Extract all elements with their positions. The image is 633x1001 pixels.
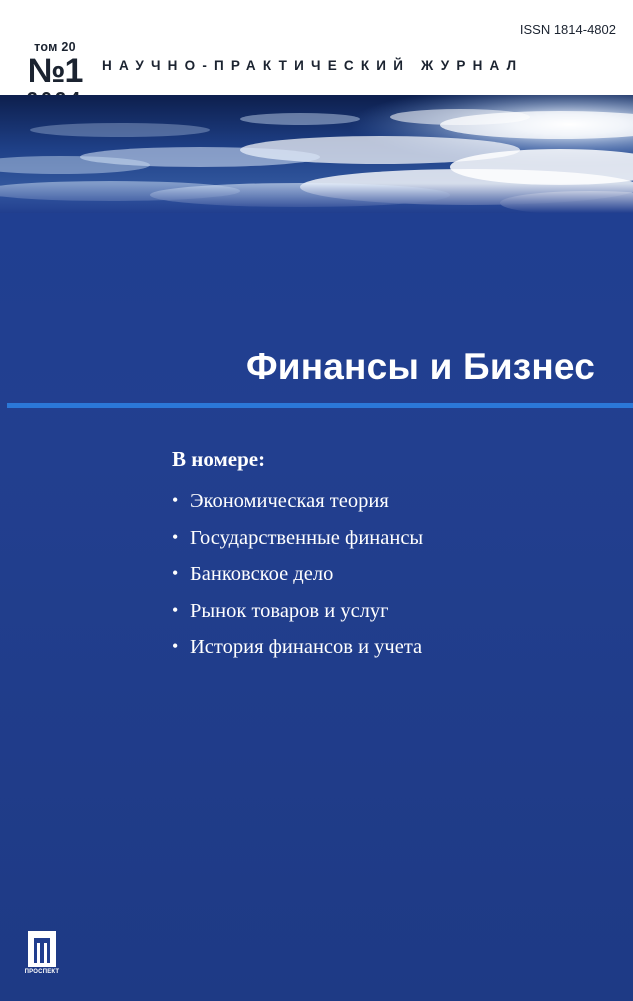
publisher-building-icon <box>28 931 56 967</box>
sky-clouds-illustration <box>0 95 633 213</box>
sky-banner-image <box>0 95 633 213</box>
issn-label: ISSN 1814-4802 <box>519 22 616 37</box>
volume-label: том 20 <box>34 40 76 54</box>
publisher-logo <box>20 931 64 979</box>
contents-item-label: Государственные финансы <box>190 526 424 549</box>
journal-title: Финансы и Бизнес <box>245 346 595 387</box>
contents-item-label: Рынок товаров и услуг <box>190 599 389 622</box>
bullet-icon: • <box>172 526 179 547</box>
contents-item-label: Экономическая теория <box>190 490 389 512</box>
contents-item-label: Банковское дело <box>190 563 334 585</box>
bullet-icon: • <box>172 490 179 510</box>
contents-item <box>172 520 423 557</box>
contents-item-label: История финансов и учета <box>190 636 423 658</box>
building-glyph <box>28 931 56 967</box>
issue-contents <box>172 447 423 666</box>
issue-number: №1 <box>27 52 83 90</box>
title-divider <box>7 403 633 408</box>
contents-item <box>172 556 423 593</box>
publisher-name: ПРОСПЕКТ <box>24 969 60 975</box>
contents-list <box>172 483 423 666</box>
contents-heading: В номере: <box>172 447 266 471</box>
journal-type-label: НАУЧНО-ПРАКТИЧЕСКИЙ ЖУРНАЛ <box>102 58 524 73</box>
contents-item <box>172 483 423 520</box>
bullet-icon: • <box>172 599 179 620</box>
contents-item <box>172 593 423 630</box>
bullet-icon: • <box>172 563 179 583</box>
bullet-icon: • <box>172 636 179 656</box>
contents-item <box>172 629 423 666</box>
